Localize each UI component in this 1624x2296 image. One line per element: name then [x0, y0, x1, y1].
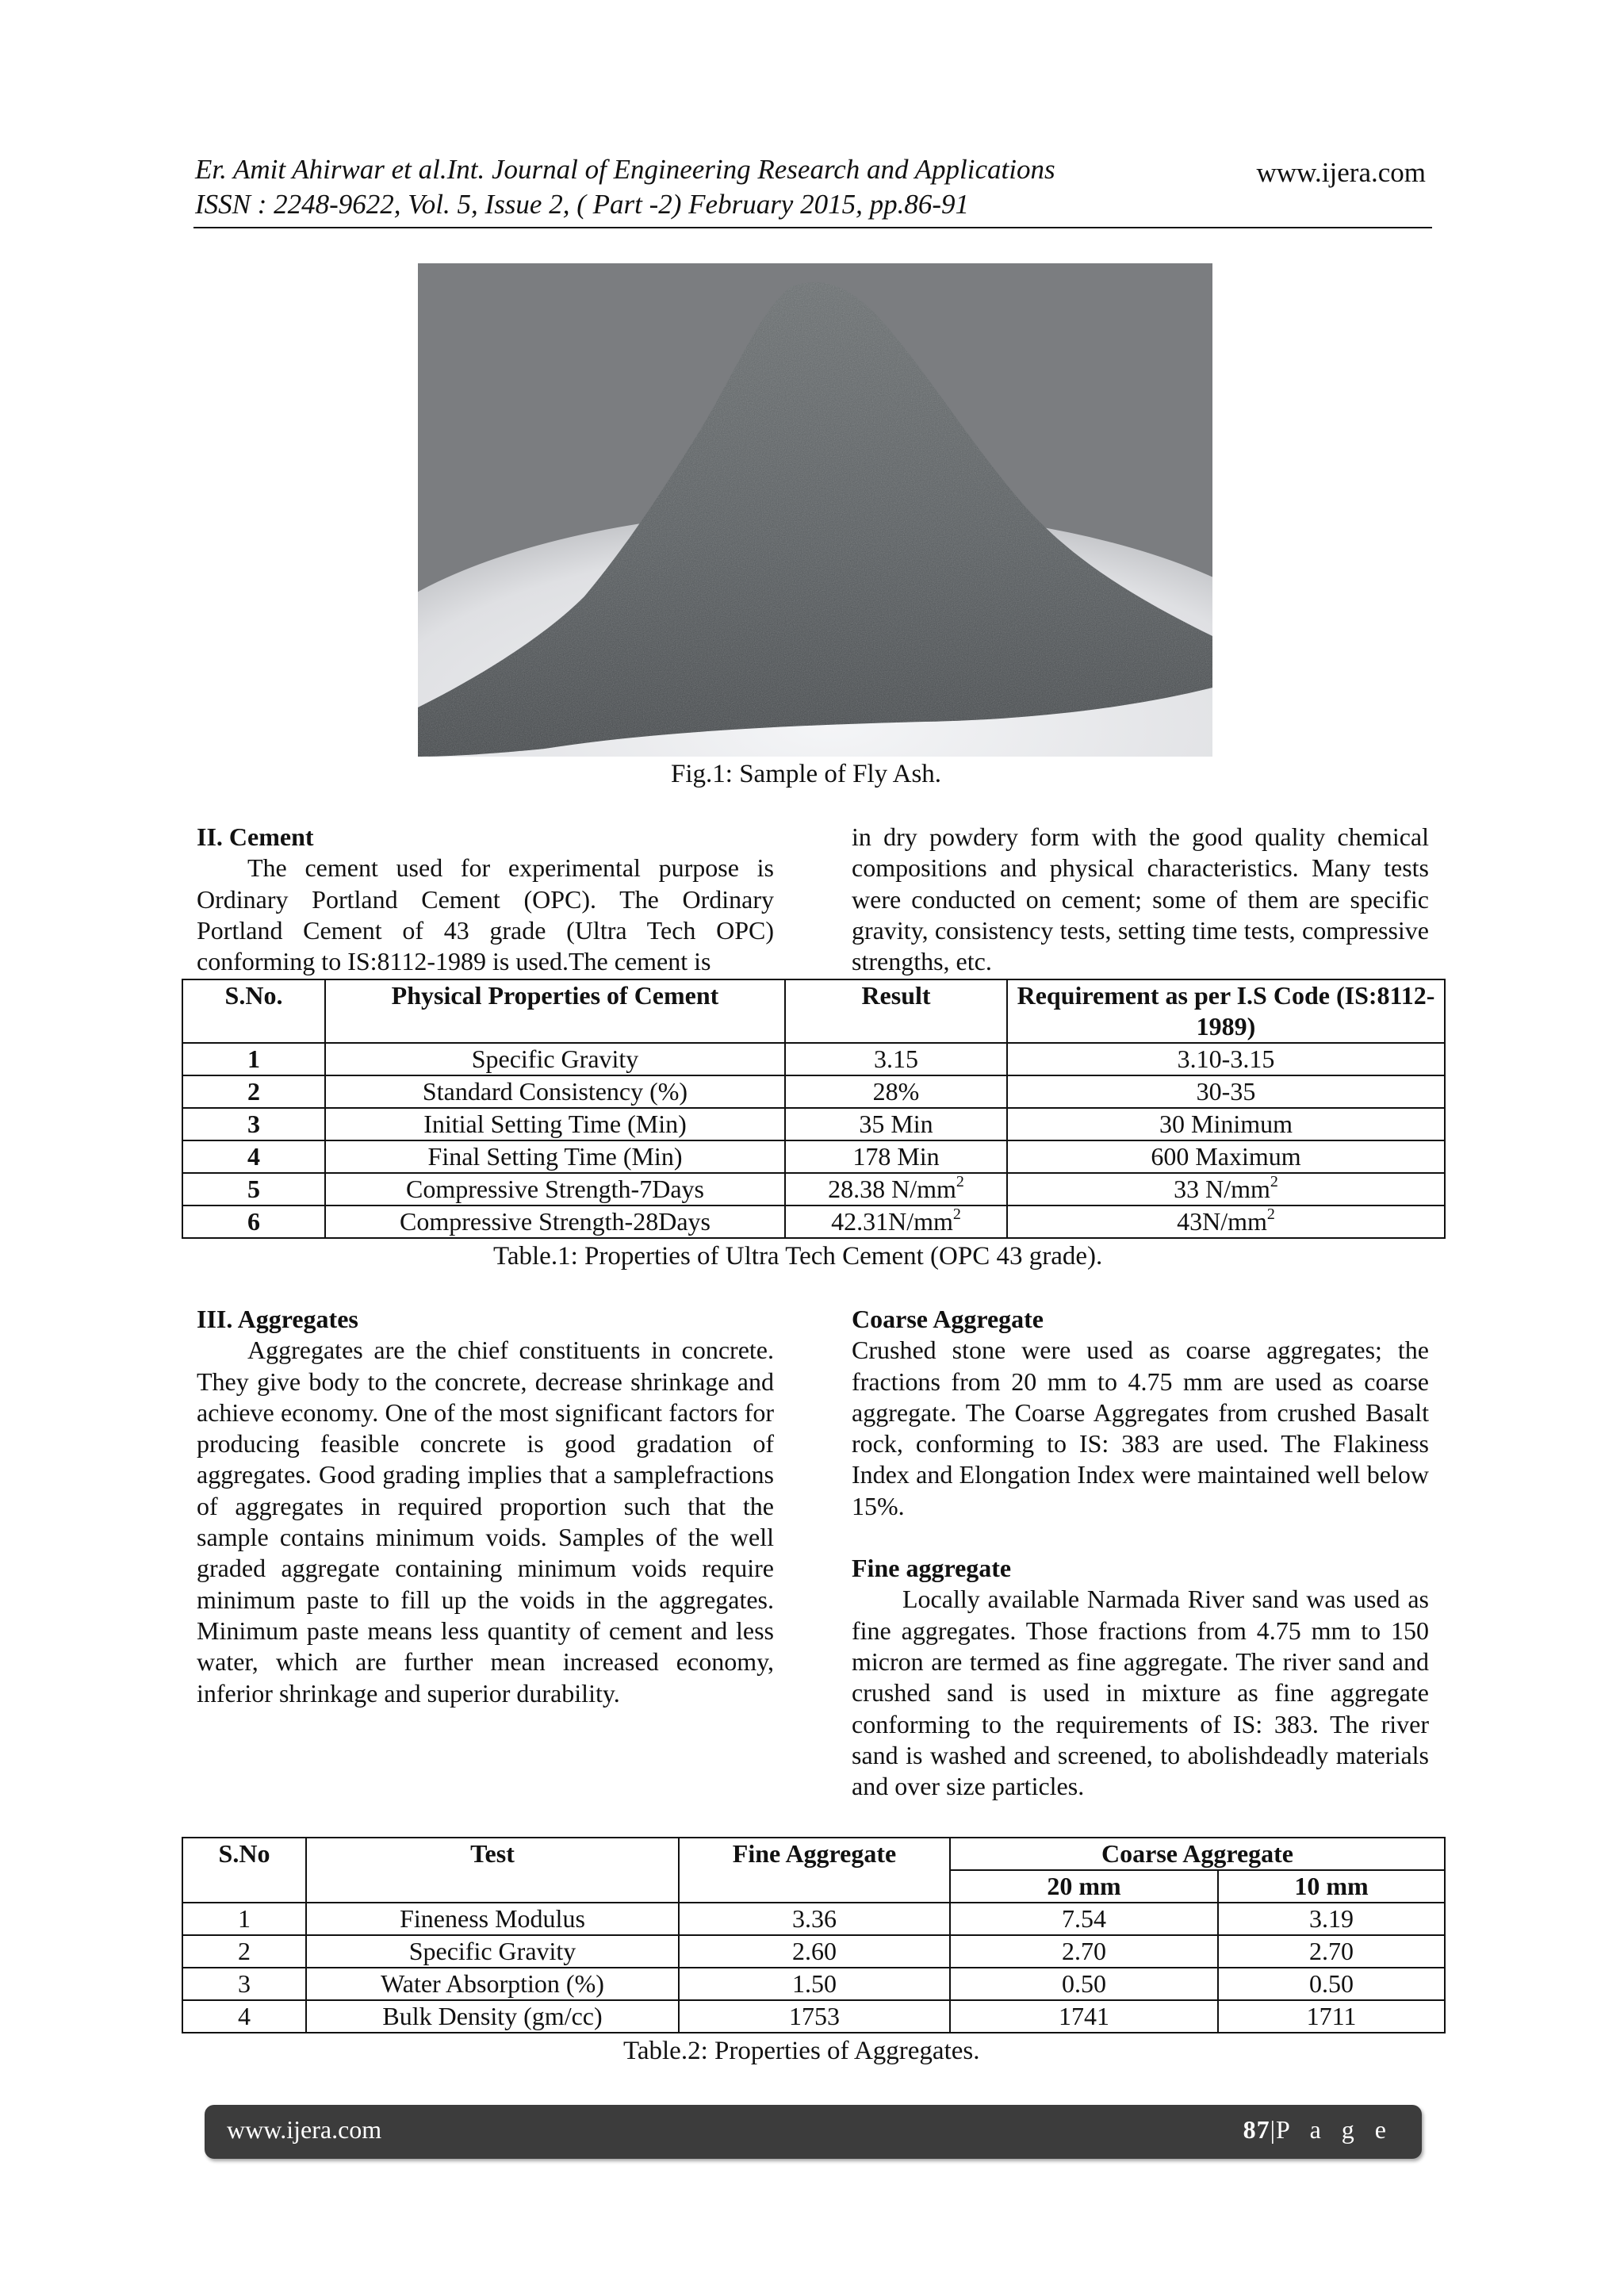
table2-header-fine: Fine Aggregate — [679, 1838, 950, 1903]
figure-caption: Fig.1: Sample of Fly Ash. — [671, 760, 942, 788]
cement-left-column — [197, 822, 774, 977]
cement-paragraph-right: in dry powdery form with the good quality chemical compositions and physical characteristics. Many tests were conducted on cement; some of them are specific gravity, consistency tests, setting time tests, compressive strengths, etc. — [852, 822, 1429, 976]
page-footer — [205, 2105, 1422, 2159]
table2-header-coarse: Coarse Aggregate — [950, 1838, 1445, 1870]
aggregates-left-column — [197, 1304, 774, 1709]
table1-property: Initial Setting Time (Min) — [325, 1108, 785, 1140]
table-row — [182, 1043, 1445, 1075]
table1-requirement: 600 Maximum — [1007, 1140, 1445, 1173]
table2-fine: 3.36 — [679, 1903, 950, 1935]
fine-aggregate-paragraph: Locally available Narmada River sand was used as fine aggregates. Those fractions from 4.75 mm to 150 micron are termed as fine aggregate. The river sand and crushed sand is used in mixture as fine aggregate conforming to the requirements of IS: 383. The river sand is washed and screened, to abolishdeadly materials and over size particles. — [852, 1585, 1429, 1801]
table1-requirement: 3.10-3.15 — [1007, 1043, 1445, 1075]
aggregate-properties-table — [182, 1837, 1446, 2033]
table2-sno: 3 — [182, 1968, 306, 2000]
table1-header-requirement: Requirement as per I.S Code (IS:8112-1989) — [1007, 979, 1445, 1043]
issn-line: ISSN : 2248-9622, Vol. 5, Issue 2, ( Part -2) February 2015, pp.86-91 — [195, 189, 970, 220]
fly-ash-photo — [418, 263, 1212, 757]
fly-ash-heap-image — [418, 263, 1212, 757]
table-row — [182, 1903, 1445, 1935]
table1-header-sno: S.No. — [182, 979, 325, 1043]
table2-fine: 1753 — [679, 2000, 950, 2033]
table1-property: Standard Consistency (%) — [325, 1075, 785, 1108]
table2-coarse-10mm: 2.70 — [1218, 1935, 1445, 1968]
table1-sno: 1 — [182, 1043, 325, 1075]
table1-sno: 5 — [182, 1173, 325, 1205]
aggregates-paragraph: Aggregates are the chief constituents in concrete. They give body to the concrete, decrease shrinkage and achieve economy. One of the most significant factors for producing feasible concrete is good gradation of aggregates. Good grading implies that a samplefractions of aggregates in required proportion such that the sample contains minimum voids. Samples of the well graded aggregate containing minimum voids require minimum paste to fill up the voids in the aggregates. Minimum paste means less quantity of cement and less water, which are further mean increased economy, inferior shrinkage and superior durability. — [197, 1336, 774, 1708]
table2-sno: 2 — [182, 1935, 306, 1968]
table2-test: Bulk Density (gm/cc) — [306, 2000, 679, 2033]
table1-requirement: 33 $N/mm^2$ — [1007, 1173, 1445, 1205]
table1-caption: Table.1: Properties of Ultra Tech Cement (OPC 43 grade). — [493, 1242, 1103, 1271]
table2-header-10mm: 10 mm — [1218, 1870, 1445, 1903]
header-rule — [193, 227, 1432, 228]
table2-caption: Table.2: Properties of Aggregates. — [623, 2037, 980, 2065]
table2-header-row — [182, 1838, 1445, 1870]
table2-coarse-10mm: 3.19 — [1218, 1903, 1445, 1935]
aggregates-right-column — [852, 1304, 1429, 1802]
table2-coarse-20mm: 0.50 — [950, 1968, 1218, 2000]
section-title-coarse-aggregate: Coarse Aggregate — [852, 1305, 1044, 1333]
table1-result: 28% — [785, 1075, 1007, 1108]
table1-requirement: $43N/mm^2$ — [1007, 1205, 1445, 1238]
table2-coarse-20mm: 7.54 — [950, 1903, 1218, 1935]
table2-test: Water Absorption (%) — [306, 1968, 679, 2000]
table2-coarse-10mm: 0.50 — [1218, 1968, 1445, 2000]
table2-fine: 2.60 — [679, 1935, 950, 1968]
table2-coarse-20mm: 2.70 — [950, 1935, 1218, 1968]
table1-property: Compressive Strength-7Days — [325, 1173, 785, 1205]
coarse-aggregate-paragraph: Crushed stone were used as coarse aggregates; the fractions from 20 mm to 4.75 mm are used as coarse aggregate. The Coarse Aggregates from crushed Basalt rock, conforming to IS: 383 are used. The Flakiness Index and Elongation Index were maintained well below 15%. — [852, 1336, 1429, 1520]
table-row — [182, 1075, 1445, 1108]
table2-coarse-10mm: 1711 — [1218, 2000, 1445, 2033]
table1-result: 35 Min — [785, 1108, 1007, 1140]
table2-header-test: Test — [306, 1838, 679, 1903]
page-number: 87|P a g e — [1243, 2115, 1393, 2144]
table-row — [182, 1140, 1445, 1173]
table2-coarse-20mm: 1741 — [950, 2000, 1218, 2033]
table1-sno: 3 — [182, 1108, 325, 1140]
cement-paragraph-left: The cement used for experimental purpose is Ordinary Portland Cement (OPC). The Ordinary Portland Cement of 43 grade (Ultra Tech OPC) conforming to IS:8112-1989 is used.The cement is — [197, 853, 774, 976]
header-url: www.ijera.com — [1256, 157, 1426, 188]
table1-header-row — [182, 979, 1445, 1043]
journal-citation: Er. Amit Ahirwar et al.Int. Journal of Engineering Research and Applications — [195, 154, 1055, 185]
table2-header-sno: S.No — [182, 1838, 306, 1903]
table2-test: Fineness Modulus — [306, 1903, 679, 1935]
table1-sno: 2 — [182, 1075, 325, 1108]
table1-property: Compressive Strength-28Days — [325, 1205, 785, 1238]
table-row — [182, 1108, 1445, 1140]
table1-sno: 4 — [182, 1140, 325, 1173]
table1-header-result: Result — [785, 979, 1007, 1043]
footer-url: www.ijera.com — [227, 2115, 382, 2144]
section-title-cement: II. Cement — [197, 822, 314, 851]
table1-requirement: 30 Minimum — [1007, 1108, 1445, 1140]
table-row — [182, 1968, 1445, 2000]
table-row — [182, 1935, 1445, 1968]
table1-header-property: Physical Properties of Cement — [325, 979, 785, 1043]
table1-result: 3.15 — [785, 1043, 1007, 1075]
table-row — [182, 1173, 1445, 1205]
table1-result: $42.31N/mm^2$ — [785, 1205, 1007, 1238]
table-row — [182, 1205, 1445, 1238]
table1-result: 178 Min — [785, 1140, 1007, 1173]
section-title-aggregates: III. Aggregates — [197, 1305, 358, 1333]
table2-fine: 1.50 — [679, 1968, 950, 2000]
table2-sno: 4 — [182, 2000, 306, 2033]
section-title-fine-aggregate: Fine aggregate — [852, 1554, 1012, 1583]
table1-requirement: 30-35 — [1007, 1075, 1445, 1108]
table2-test: Specific Gravity — [306, 1935, 679, 1968]
table-row — [182, 2000, 1445, 2033]
table1-sno: 6 — [182, 1205, 325, 1238]
cement-properties-table — [182, 979, 1446, 1239]
table1-result: 28.38 $N/mm^2$ — [785, 1173, 1007, 1205]
table1-property: Specific Gravity — [325, 1043, 785, 1075]
table2-header-20mm: 20 mm — [950, 1870, 1218, 1903]
table2-sno: 1 — [182, 1903, 306, 1935]
table1-property: Final Setting Time (Min) — [325, 1140, 785, 1173]
